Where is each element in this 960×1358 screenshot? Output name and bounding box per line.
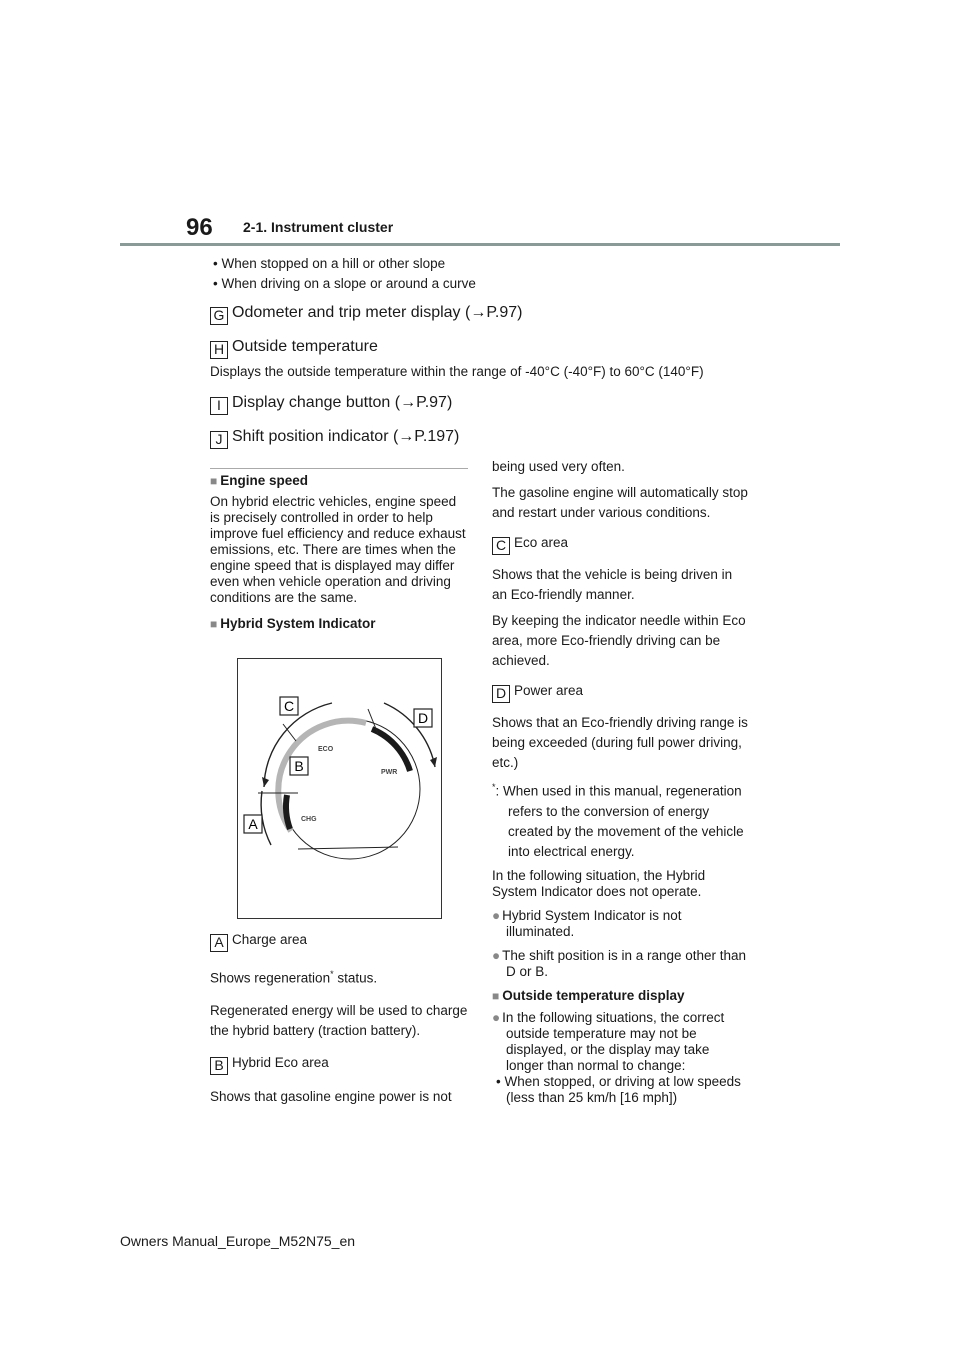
dot-item-text: Hybrid System Indicator is not illuminated. <box>502 907 682 939</box>
arrow-head <box>262 777 269 787</box>
power-area-text: Power area <box>514 683 584 698</box>
label-box: B <box>210 1057 228 1075</box>
temperature-description: Displays the outside temperature within the range of -40°C (-40°F) to 60°C (140°F) <box>210 364 704 379</box>
label-box: A <box>210 934 228 952</box>
pwr-text: PWR <box>381 769 398 776</box>
hsi-heading: ■ Hybrid System Indicator <box>210 616 468 632</box>
regenerated-energy-text: Regenerated energy will be used to charge the hybrid battery (traction battery). <box>210 1002 468 1038</box>
left-column-top <box>210 473 468 632</box>
label-box: D <box>492 685 510 703</box>
item-text: Outside temperature <box>232 338 378 355</box>
item-text: Shift position indicator (→P.197) <box>232 428 460 445</box>
following-situation-text: In the following situation, the Hybrid System Indicator does not operate. <box>492 867 706 899</box>
power-band <box>372 729 410 771</box>
section-title: 2-1. Instrument cluster <box>243 219 394 235</box>
item-outside-temp <box>210 338 378 359</box>
label-a: A <box>248 816 258 832</box>
footnote-star: * <box>492 782 496 792</box>
top-bullet: • When driving on a slope or around a curve <box>213 276 476 291</box>
label-box: G <box>210 307 228 325</box>
regen-post: status. <box>333 970 378 986</box>
label-c: C <box>283 698 295 714</box>
eco-description-2: By keeping the indicator needle within Eco area, more Eco-friendly driving can be achieved. <box>492 613 746 668</box>
auto-stop-text: The gasoline engine will automatically stop and restart under various conditions. <box>492 485 748 520</box>
item-display-change <box>210 394 452 415</box>
hsi-gauge-illustration <box>238 659 443 920</box>
eco-area-label <box>492 533 750 555</box>
item-shift-position <box>210 428 459 449</box>
page-number: 96 <box>186 214 213 241</box>
footer-text: Owners Manual_Europe_M52N75_en <box>120 1233 356 1249</box>
charge-band <box>286 795 290 829</box>
hybrid-eco-label <box>210 1053 470 1075</box>
power-description: Shows that an Eco-friendly driving range is being exceeded (during full power driving, etc.) <box>492 715 748 770</box>
right-column <box>492 457 750 1106</box>
label-d: D <box>417 710 429 726</box>
label-box: C <box>492 537 510 555</box>
dot-item: ● The shift position is in a range other than D or B. <box>492 947 747 979</box>
arrow-head <box>430 757 437 767</box>
left-column-bottom <box>210 930 470 1107</box>
outside-temp-dot: ● In the following situations, the correct outside temperature may not be displayed, or the display may take longer than normal to change: <box>492 1009 725 1073</box>
label-b: B <box>294 758 304 774</box>
engine-speed-heading: ■ Engine speed <box>210 473 468 489</box>
item-text: Odometer and trip meter display (→P.97) <box>232 304 523 321</box>
charge-area-label <box>210 930 470 952</box>
item-odometer <box>210 304 523 325</box>
footnote <box>492 777 750 862</box>
column-divider <box>210 468 468 469</box>
continued-text: being used very often. <box>492 459 625 474</box>
item-text: Display change button (→P.97) <box>232 394 453 411</box>
outside-temp-heading: ■ Outside temperature display <box>492 988 750 1004</box>
charge-area-text: Charge area <box>232 932 308 947</box>
eco-band <box>278 721 366 831</box>
eco-text: ECO <box>318 746 334 753</box>
engine-speed-text: On hybrid electric vehicles, engine speed is precisely controlled in order to help improve fuel efficiency and reduce exhaust emissions, etc. There are times when the engine speed that is displayed may differ even when vehicle operation and driving conditions are the same. <box>210 494 466 605</box>
label-box: J <box>210 431 228 449</box>
eco-description-1: Shows that the vehicle is being driven in an Eco-friendly manner. <box>492 567 733 602</box>
hybrid-eco-text: Hybrid Eco area <box>232 1054 329 1070</box>
dot-item-text: The shift position is in a range other than D or B. <box>502 947 747 979</box>
outside-temp-text: In the following situations, the correct outside temperature may not be displayed, or the display may take longer than normal to change: <box>502 1009 725 1073</box>
regeneration-status <box>210 964 470 989</box>
top-bullet: • When stopped on a hill or other slope <box>213 256 446 271</box>
chg-text: CHG <box>301 816 317 823</box>
outside-temp-bullet: • When stopped, or driving at low speeds (less than 25 km/h [16 mph]) <box>496 1073 741 1105</box>
hybrid-eco-description: Shows that gasoline engine power is not <box>210 1088 452 1104</box>
hsi-diagram <box>237 658 442 919</box>
footnote-text: : When used in this manual, regeneration refers to the conversion of energy created by the movement of the vehicle into electrical energy. <box>495 783 744 859</box>
label-box: H <box>210 341 228 359</box>
eco-area-text: Eco area <box>514 535 569 550</box>
dot-item: ● Hybrid System Indicator is not illuminated. <box>492 907 682 939</box>
regen-pre: Shows regeneration <box>210 970 331 986</box>
regen-star: * <box>330 969 334 979</box>
power-area-label <box>492 681 750 703</box>
header-rule <box>120 243 840 246</box>
charge-arrow <box>261 791 271 845</box>
label-box: I <box>210 397 228 415</box>
